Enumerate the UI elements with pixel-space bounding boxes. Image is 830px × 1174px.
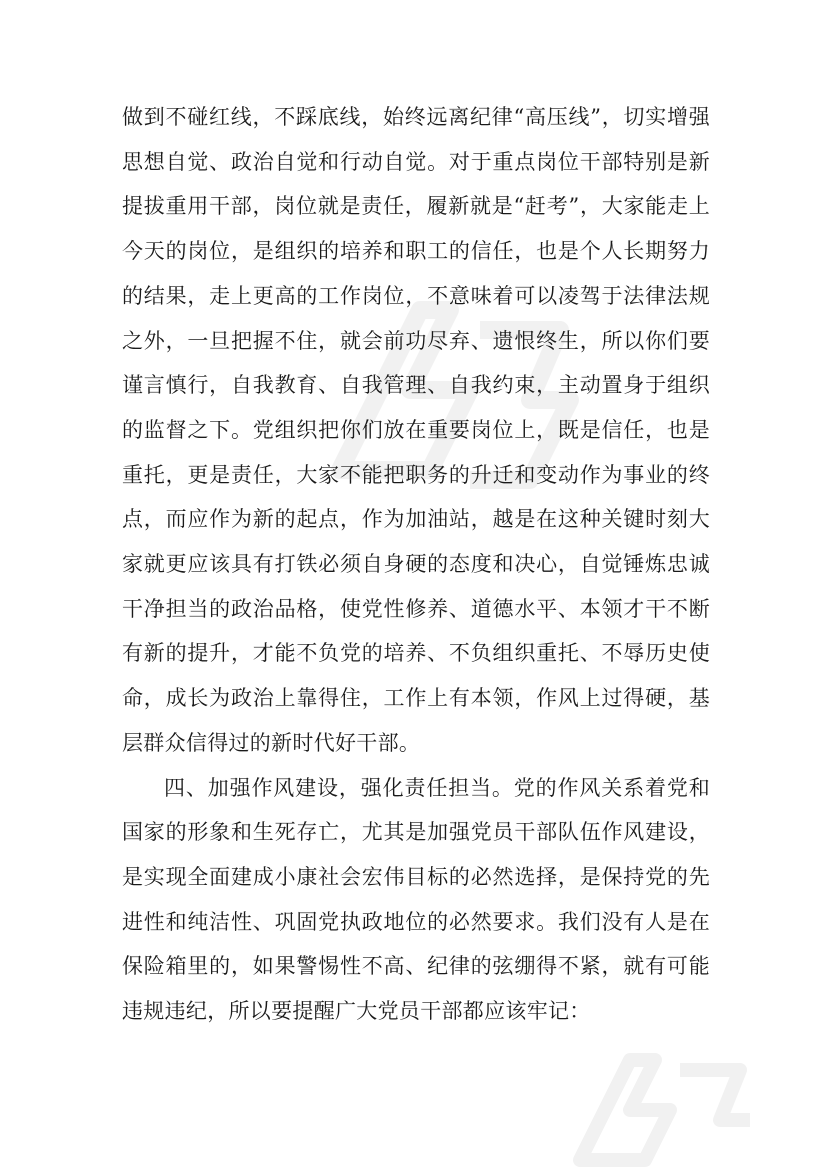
watermark-logo-icon (560, 1040, 760, 1170)
document-body (122, 95, 710, 1034)
paragraph-discipline: 做到不碰红线，不踩底线，始终远离纪律“高压线”，切实增强思想自觉、政治自觉和行动自觉。对于重点岗位干部特别是新提拔重用干部，岗位就是责任，履新就是“赶考”，大家能走上今天的岗位，是组织的培养和职工的信任，也是个人长期努力的结果，走上更高的工作岗位，不意味着可以凌驾于法律法规之外，一旦把握不住，就会前功尽弃、遗恨终生，所以你们要谨言慎行，自我教育、自我管理、自我约束，主动置身于组织的监督之下。党组织把你们放在重要岗位上，既是信任，也是重托，更是责任，大家不能把职务的升迁和变动作为事业的终点，而应作为新的起点，作为加油站，越是在这种关键时刻大家就更应该具有打铁必须自身硬的态度和决心，自觉锤炼忠诚干净担当的政治品格，使党性修养、道德水平、本领才干不断有新的提升，才能不负党的培养、不负组织重托、不辱历史使命，成长为政治上靠得住，工作上有本领，作风上过得硬，基层群众信得过的新时代好干部。 (122, 105, 710, 755)
paragraph-work-style: 四、加强作风建设，强化责任担当。党的作风关系着党和国家的形象和生死存亡，尤其是加强党员干部队伍作风建设，是实现全面建成小康社会宏伟目标的必然选择，是保持党的先进性和纯洁性、巩固党执政地位的必然要求。我们没有人是在保险箱里的，如果警惕性不高、纪律的弦绷得不紧，就有可能违规违纪，所以要提醒广大党员干部都应该牢记： (122, 775, 710, 1024)
